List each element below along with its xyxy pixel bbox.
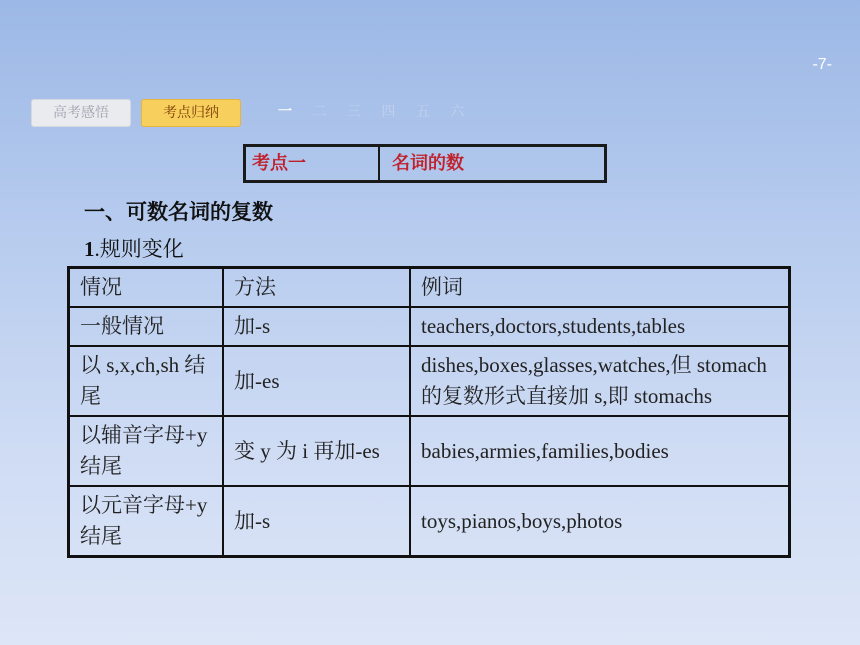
subsection-heading — [84, 233, 184, 263]
subsection-number: 1 — [84, 237, 95, 261]
table-row — [69, 307, 790, 346]
cell-examples: babies,armies,families,bodies — [410, 416, 790, 486]
cell-examples: teachers,doctors,students,tables — [410, 307, 790, 346]
header-method: 方法 — [223, 268, 410, 308]
section-nav-item-1[interactable]: 一 — [278, 104, 292, 120]
header-examples: 例词 — [410, 268, 790, 308]
section-nav-item-4[interactable]: 四 — [381, 104, 396, 120]
table-row — [69, 416, 790, 486]
section-nav-item-2[interactable]: 二 — [312, 104, 327, 120]
section-heading: 一、可数名词的复数 — [84, 200, 273, 224]
cell-case: 以 s,x,ch,sh 结尾 — [69, 346, 224, 416]
cell-case: 以元音字母+y 结尾 — [69, 486, 224, 557]
cell-examples: toys,pianos,boys,photos — [410, 486, 790, 557]
table-header-row — [69, 268, 790, 308]
cell-case: 一般情况 — [69, 307, 224, 346]
section-nav-item-5[interactable]: 五 — [415, 104, 430, 120]
key-point-title: 名词的数 — [392, 153, 464, 174]
tab-key-points[interactable]: 考点归纳 — [141, 99, 241, 127]
plural-rules-table — [67, 266, 791, 558]
header-case: 情况 — [69, 268, 224, 308]
cell-case: 以辅音字母+y 结尾 — [69, 416, 224, 486]
cell-examples: dishes,boxes,glasses,watches,但 stomach 的复数形式直接加 s,即 stomachs — [410, 346, 790, 416]
key-point-label: 考点一 — [246, 147, 380, 180]
section-nav-item-3[interactable]: 三 — [346, 104, 361, 120]
tab-review[interactable]: 高考感悟 — [31, 99, 131, 127]
table-row — [69, 346, 790, 416]
section-nav-item-6[interactable]: 六 — [450, 104, 465, 120]
table-row — [69, 486, 790, 557]
subsection-title: .规则变化 — [94, 237, 184, 261]
cell-method: 加-s — [223, 486, 410, 557]
section-nav — [270, 101, 472, 121]
cell-method: 加-es — [223, 346, 410, 416]
cell-method: 加-s — [223, 307, 410, 346]
key-point-box — [243, 144, 607, 183]
cell-method: 变 y 为 i 再加-es — [223, 416, 410, 486]
page-number: -7- — [812, 56, 832, 73]
